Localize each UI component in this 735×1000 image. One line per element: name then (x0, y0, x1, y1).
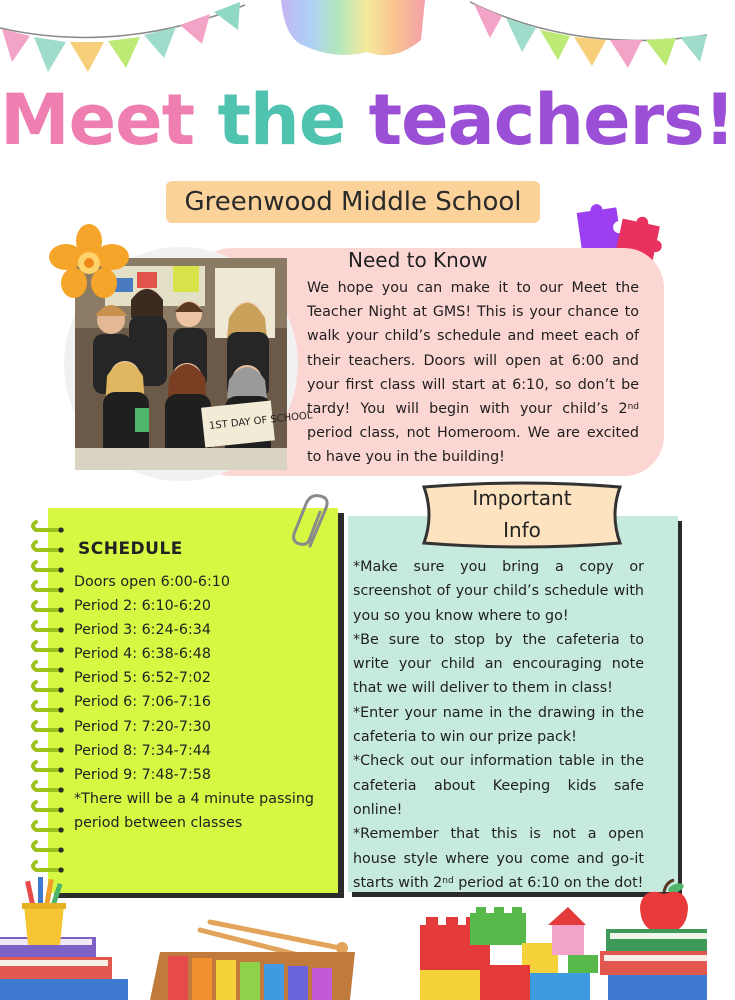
schedule-item: Period 3: 6:24-6:34 (74, 622, 211, 639)
page-title (0, 78, 735, 162)
school-name-label: Greenwood Middle School (166, 181, 540, 223)
schedule-heading: SCHEDULE (78, 539, 183, 559)
need-to-know-text-part2: period class, not Homeroom. We are excited to have you in the building! (307, 425, 639, 466)
info-item: *Be sure to stop by the cafeteria to write your child an encouraging note that we will deliver to them in class! (353, 631, 644, 697)
title-word-meet: Meet (0, 79, 195, 161)
flower-icon (48, 223, 130, 301)
schedule-item: Doors open 6:00-6:10 (74, 574, 230, 590)
important-info-text (353, 555, 644, 895)
schedule-item: Period 7: 7:20-7:30 (74, 718, 211, 735)
crayon-smear-icon (275, 0, 430, 62)
info-item-last (353, 822, 644, 895)
info-heading-line1: Important (472, 486, 572, 510)
schedule-item: Period 2: 6:10-6:20 (74, 598, 211, 615)
need-to-know-text-part1: We hope you can make it to our Meet the Teacher Night at GMS! This is your chance to walk your child’s schedule and meet each of their teachers. Doors will open at 6:00 and your first class will start at 6:10, so don’t be tardy! You will begin with your child’s 2 (307, 280, 639, 418)
spiral-binding-icon (28, 512, 68, 892)
schedule-item: Period 8: 7:34-7:44 (74, 742, 211, 759)
book-stack-right-icon (600, 925, 707, 1000)
need-to-know-text (307, 276, 639, 470)
schedule-item: Period 4: 6:38-6:48 (74, 646, 211, 663)
info-last-part2: period at 6:10 on the dot! (453, 874, 644, 891)
title-word-teachers: teachers! (368, 79, 735, 161)
title-word-the: the (217, 79, 346, 161)
schedule-item: Period 5: 6:52-7:02 (74, 670, 211, 687)
bunting-left-icon (0, 0, 250, 80)
building-blocks-icon (418, 905, 603, 1000)
superscript-nd: nd (627, 402, 639, 413)
schedule-item: Period 6: 7:06-7:16 (74, 694, 211, 711)
info-item: *Make sure you bring a copy or screenshot of your child’s schedule with you so you know where to go! (353, 559, 644, 624)
info-last-part1: *Remember that this is not a open house style where you come and go-it starts with 2 (353, 826, 644, 891)
superscript-nd: nd (442, 875, 454, 886)
crayon-cup-icon (16, 875, 72, 947)
schedule-item: Period 9: 7:48-7:58 (74, 766, 211, 783)
info-item: *Check out our information table in the cafeteria about Keeping kids safe online! (353, 753, 644, 818)
important-info-heading (418, 482, 626, 546)
info-heading-line2: Info (503, 518, 541, 542)
info-item: *Enter your name in the drawing in the cafeteria to win our prize pack! (353, 704, 644, 746)
schedule-list (74, 570, 324, 787)
photo-sign-text: 1ST DAY OF SCHOOL (208, 410, 313, 433)
xylophone-icon (150, 912, 365, 1000)
paperclip-icon (290, 490, 330, 550)
bunting-right-icon (470, 0, 707, 80)
need-to-know-heading: Need to Know (348, 248, 488, 272)
schedule-note: *There will be a 4 minute passing period between classes (74, 791, 314, 832)
